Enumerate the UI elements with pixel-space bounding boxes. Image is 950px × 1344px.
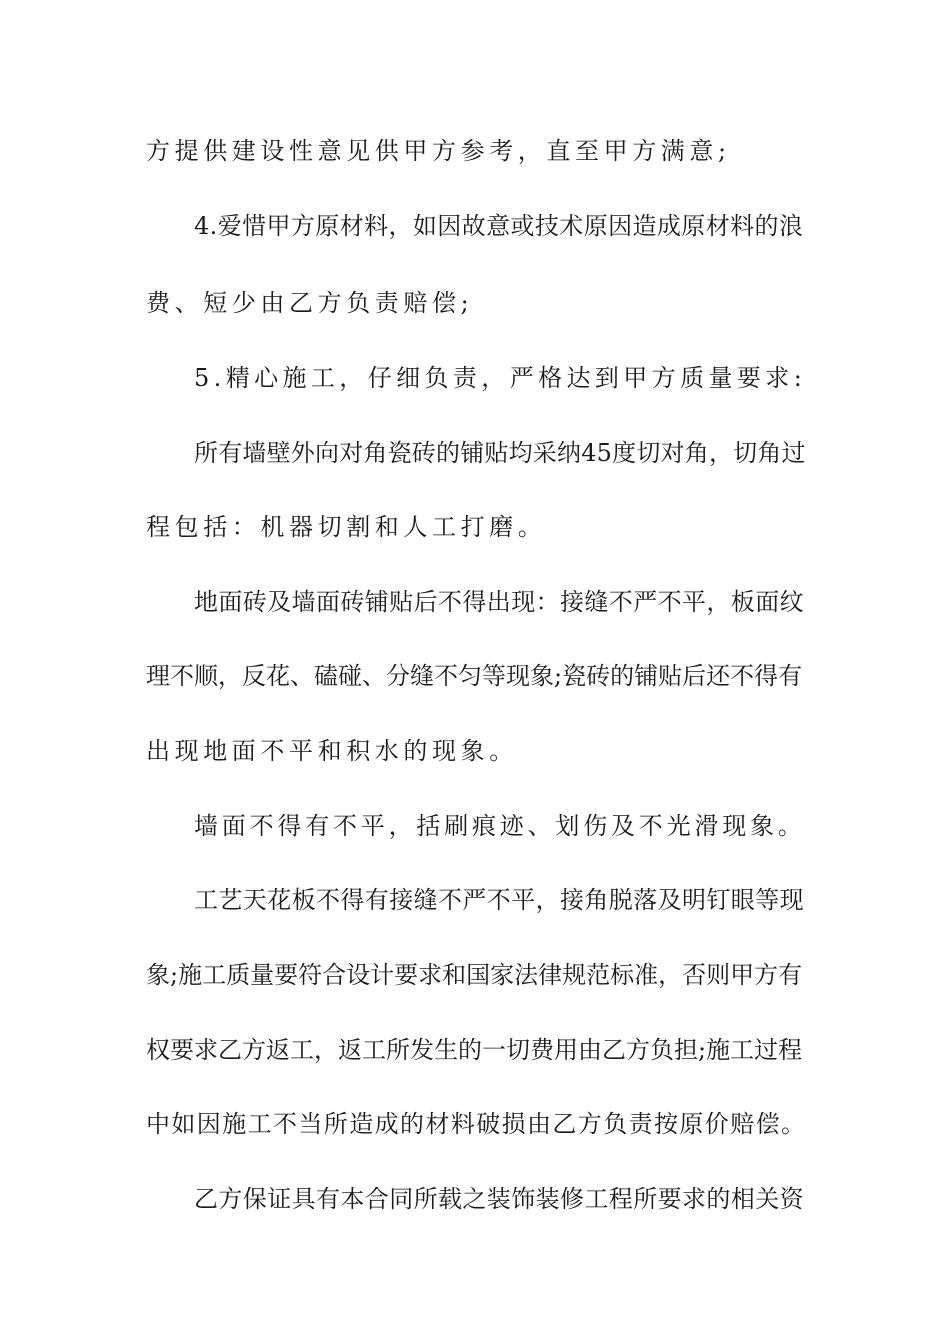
text-line-13: 权要求乙方返工，返工所发生的一切费用由乙方负担;施工过程: [146, 1036, 803, 1064]
text-line-3: 费、短少由乙方负责赔偿;: [146, 289, 474, 317]
text-line-15: 乙方保证具有本合同所载之装饰装修工程所要求的相关资: [194, 1185, 804, 1213]
text-line-2: 4.爱惜甲方原材料，如因故意或技术原因造成原材料的浪: [194, 212, 804, 240]
text-line-10: 墙面不得有不平，括刷痕迹、划伤及不光滑现象。: [194, 812, 806, 840]
text-line-6: 程包括：机器切割和人工打磨。: [146, 513, 547, 541]
text-line-8: 理不顺，反花、磕碰、分缝不匀等现象;瓷砖的铺贴后还不得有: [146, 662, 803, 690]
text-line-12: 象;施工质量要符合设计要求和国家法律规范标准，否则甲方有: [146, 961, 803, 989]
text-line-7: 地面砖及墙面砖铺贴后不得出现：接缝不严不平，板面纹: [194, 588, 804, 616]
text-line-9: 出现地面不平和积水的现象。: [146, 737, 518, 765]
text-line-1: 方提供建设性意见供甲方参考，直至甲方满意;: [146, 137, 731, 165]
text-line-11: 工艺天花板不得有接缝不严不平，接角脱落及明钉眼等现: [194, 886, 804, 914]
text-line-4: 5.精心施工，仔细负责，严格达到甲方质量要求:: [194, 364, 807, 392]
text-line-5: 所有墙壁外向对角瓷砖的铺贴均采纳45度切对角，切角过: [194, 439, 806, 467]
text-line-14: 中如因施工不当所造成的材料破损由乙方负责按原价赔偿。: [146, 1110, 807, 1138]
